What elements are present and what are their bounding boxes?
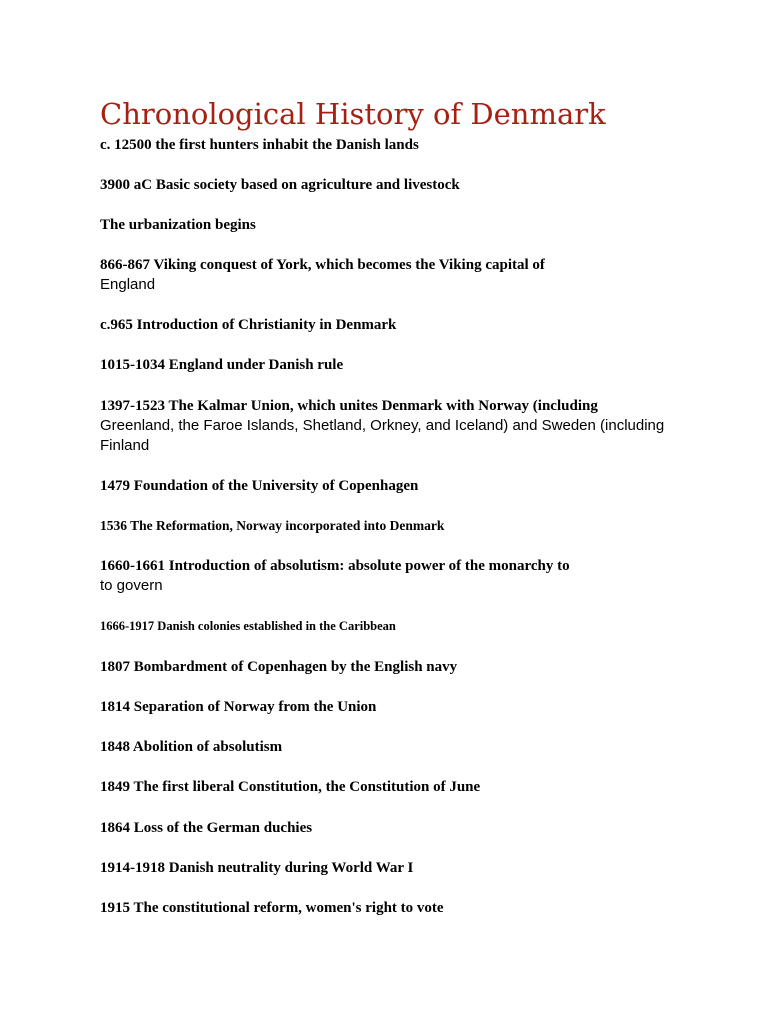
entry-continuation: to govern	[100, 577, 163, 594]
timeline-entry	[100, 215, 700, 235]
entry-text: 866-867 Viking conquest of York, which becomes the Viking capital of	[100, 257, 545, 273]
timeline-entry	[100, 657, 700, 677]
entry-text: 1914-1918 Danish neutrality during World War I	[100, 860, 414, 876]
entry-text: 1397-1523 The Kalmar Union, which unites Denmark with Norway (including	[100, 398, 598, 414]
entry-text: 1807 Bombardment of Copenhagen by the English navy	[100, 659, 458, 675]
timeline-entry	[100, 898, 700, 918]
timeline-entry	[100, 737, 700, 757]
entry-continuation: Greenland, the Faroe Islands, Shetland, Orkney, and Iceland) and Sweden (including Finland	[100, 417, 665, 454]
timeline-entry	[100, 476, 700, 496]
timeline-entry	[100, 355, 700, 375]
entry-text: 1479 Foundation of the University of Copenhagen	[100, 478, 419, 494]
entry-text: 1666-1917 Danish colonies established in the Caribbean	[100, 619, 396, 633]
document-title: Chronological History of Denmark	[100, 97, 606, 131]
timeline-entry	[100, 255, 700, 295]
timeline-entry	[100, 516, 700, 536]
entry-text: 1814 Separation of Norway from the Union	[100, 699, 377, 715]
entry-text: 1864 Loss of the German duchies	[100, 820, 313, 836]
entry-text: 1848 Abolition of absolutism	[100, 739, 283, 755]
timeline-entry	[100, 135, 700, 155]
timeline-entry	[100, 616, 700, 636]
timeline-entry	[100, 697, 700, 717]
entry-text: The urbanization begins	[100, 217, 256, 233]
timeline-entry	[100, 777, 700, 797]
timeline-entry	[100, 858, 700, 878]
entry-text: c. 12500 the first hunters inhabit the Danish lands	[100, 137, 419, 153]
entry-text: 3900 aC Basic society based on agriculture and livestock	[100, 177, 460, 193]
timeline-entry	[100, 315, 700, 335]
entry-text: 1849 The first liberal Constitution, the Constitution of June	[100, 779, 481, 795]
timeline-entry	[100, 818, 700, 838]
entry-text: 1660-1661 Introduction of absolutism: absolute power of the monarchy to	[100, 558, 570, 574]
entry-text: 1915 The constitutional reform, women's right to vote	[100, 900, 444, 916]
entry-text: 1015-1034 England under Danish rule	[100, 357, 344, 373]
timeline-entry	[100, 175, 700, 195]
entry-continuation: England	[100, 276, 156, 293]
entry-text: c.965 Introduction of Christianity in Denmark	[100, 317, 397, 333]
timeline-entry	[100, 396, 700, 456]
timeline-entry	[100, 556, 700, 596]
entry-text: 1536 The Reformation, Norway incorporated into Denmark	[100, 518, 445, 533]
